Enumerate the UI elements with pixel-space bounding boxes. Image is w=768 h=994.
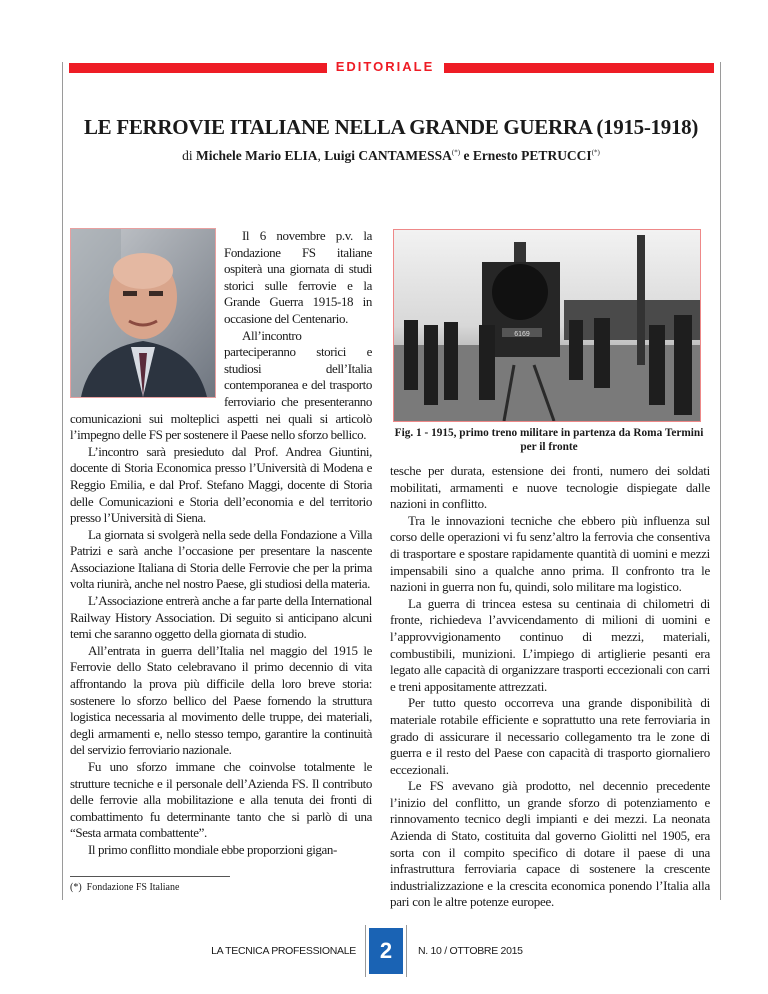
paragraph: L’Associazione entrerà anche a far parte della International Railway History Association. Di seguito si anticipano alcuni temi che saranno oggetto della giornata di studio. bbox=[70, 593, 372, 642]
footer-publication: LA TECNICA PROFESSIONALE bbox=[211, 945, 356, 957]
byline-separator: , bbox=[317, 148, 321, 163]
footnote-mark: (*) bbox=[451, 148, 461, 157]
paragraph: Fu uno sforzo immane che coinvolse totalmente le strutture tecniche e il personale dell’Azienda FS. Il contributo delle ferrovie alla mobilitazione e alla tenuta dei fronti di combattimento fu determinante tanto che si parlò di una “Sesta armata combattente”. bbox=[70, 759, 372, 841]
author-portrait bbox=[70, 228, 216, 398]
figure-train-photo bbox=[393, 229, 701, 422]
paragraph: Il primo conflitto mondiale ebbe proporzioni gigan- bbox=[88, 841, 337, 857]
article-title: LE FERROVIE ITALIANE NELLA GRANDE GUERRA (1915-1918) bbox=[83, 115, 699, 139]
paragraph: Per tutto questo occorreva una grande disponibilità di materiale rotabile efficiente e soprattutto una rete ferroviaria in grado di assicurare il necessario collegamento tra le zone di guerra e il resto del Paese con capacità di trasporto giornaliero eccezionali. bbox=[390, 695, 710, 777]
byline-prefix: di bbox=[182, 148, 193, 163]
page-border-left bbox=[62, 62, 63, 900]
byline-conjunction: e bbox=[463, 148, 470, 163]
paragraph: tesche per durata, estensione dei fronti, numero dei soldati mobilitati, armamenti e nuove tecnologie dispiegate dalle nazioni in conflitto. bbox=[390, 463, 710, 512]
footer-issue: N. 10 / OTTOBRE 2015 bbox=[418, 945, 523, 957]
page-number: 2 bbox=[369, 928, 403, 974]
paragraph: Il 6 novembre p.v. la Fondazione FS italiane ospiterà una giornata di studi storici sulle ferrovie e la Grande Guerra 1915-18 in occasione del Centenario. bbox=[224, 228, 372, 326]
section-label: EDITORIALE bbox=[335, 59, 435, 74]
paragraph: La guerra di trincea estesa su centinaia di chilometri di fronte, richiedeva l’avvicendamento di milioni di uomini e l’approvvigionamento continuo di mezzi, materiali, combustibili, munizioni. L’impiego di artiglierie pesanti era legato alle capacità di organizzare trasporti eccezionali con carri e treni appositamente attrezzati. bbox=[390, 595, 710, 694]
paragraph: All’entrata in guerra dell’Italia nel maggio del 1915 le Ferrovie dello Stato celebravano il primo decennio di vita affrontando la prova più difficile della loro breve storia: sostenere lo sforzo bellico del Paese fornendo la struttura logistica necessaria al movimento delle truppe, dei materiali, degli armamenti e, nello stesso tempo, garantire la continuità del servizio ferroviario nazionale. bbox=[70, 642, 372, 758]
right-column bbox=[390, 463, 710, 911]
paragraph: All’incontro parteciperanno storici e studiosi dell’Italia contemporanea e del trasporto ferroviario che presenteranno comunicazioni sui molteplici aspetti nei quali si articolò l’impegno delle FS per sostenere il Paese nello sforzo bellico. bbox=[70, 327, 372, 443]
author-2: Luigi CANTAMESSA bbox=[324, 148, 452, 163]
author-3: Ernesto PETRUCCI bbox=[472, 148, 592, 163]
page-border-right bbox=[720, 62, 721, 900]
section-bar-left bbox=[69, 63, 327, 73]
author-1: Michele Mario ELIA bbox=[196, 148, 318, 163]
byline bbox=[62, 148, 720, 164]
footnote-mark: (*) bbox=[591, 148, 600, 157]
footnote: (*) Fondazione FS Italiane bbox=[70, 882, 180, 893]
page-number-box bbox=[365, 925, 407, 977]
left-column bbox=[70, 228, 372, 859]
section-bar-right bbox=[444, 63, 714, 73]
paragraph: La giornata si svolgerà nella sede della Fondazione a Villa Patrizi e sarà anche l’occasione per presentare la nascente Associazione Italiana di Storia delle Ferrovie che per la prima volta riunirà, anche nel nostro Paese, gli studiosi della materia. bbox=[70, 526, 372, 592]
footnote-divider bbox=[70, 876, 230, 877]
paragraph: Le FS avevano già prodotto, nel decennio precedente l’inizio del conflitto, un grande sforzo di potenziamento e rinnovamento tecnico degli impianti e dei mezzi. La neonata Azienda di Stato, costituita dal governo Giolitti nel 1905, era sorta con il compito specifico di dotare il paese di una infrastruttura ferroviaria capace di sostenere la crescente industrializzazione e la crescita economica ponendo l’Italia alla pari con le altre potenze europee. bbox=[390, 778, 710, 910]
figure-caption: Fig. 1 - 1915, primo treno militare in partenza da Roma Termini per il fronte bbox=[394, 427, 704, 453]
locomotive-number: 6169 bbox=[514, 331, 530, 338]
paragraph: Tra le innovazioni tecniche che ebbero più influenza sul corso delle operazioni vi fu senz’altro la ferrovia che consentiva di trasportare e spostare rapidamente quantità di uomini e mezzi impensabili sino a qualche anno prima. Il confronto tra le nazioni in guerra non fu, quindi, solo militare ma logistico. bbox=[390, 512, 710, 595]
paragraph: L’incontro sarà presieduto dal Prof. Andrea Giuntini, docente di Storia Economica presso l’Università di Modena e Reggio Emilia, e dal Prof. Stefano Maggi, docente di Storia delle Comunicazioni e Storia dell’economia e del territorio presso l’Università di Siena. bbox=[70, 443, 372, 526]
